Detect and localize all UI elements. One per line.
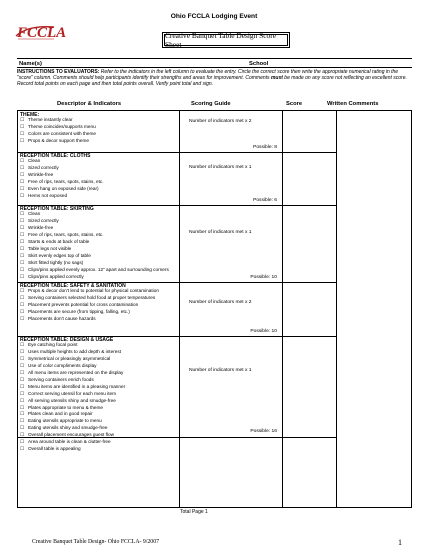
indicator-item[interactable]: ☐ Overall placement encourages guest flow [20,432,178,439]
footer-text: Creative Banquet Table Design- Ohio FCCLA- 9/2007 [32,539,159,545]
indicator-item[interactable]: ☐ Table legs not visible [20,246,178,253]
names-label: Name(s) [19,61,42,67]
possible-points: Possible: 16 [250,429,277,434]
page-number: 1 [398,538,402,547]
checkbox-icon[interactable] [20,131,28,138]
section-title: RECEPTION TABLE: CLOTHS [20,152,91,159]
checkbox-icon[interactable] [20,117,28,124]
indicator-item[interactable]: ☐ Wrinkle-free [20,172,178,179]
indicator-item[interactable]: ☐ Clips/pins applied evenly approx. 12" apart and surrounding corners [20,267,178,274]
indicator-item[interactable]: ☐ Free of rips, tears, spots, stains, etc. [20,179,178,186]
total-page-label: Total Page 1 [180,508,208,515]
indicator-item[interactable]: ☐ Clean [20,211,178,218]
checkbox-icon[interactable] [20,432,28,439]
section-title: THEME: [20,111,40,118]
section-safety-sanitation [18,282,336,336]
scoring-guide: Number of indicators met x 2 [189,119,252,124]
checkbox-icon[interactable] [20,356,28,363]
indicator-item[interactable]: ☐ Colors are consistent with theme [20,131,178,138]
instructions-lead: INSTRUCTIONS TO EVALUATORS: [17,69,100,75]
scoring-guide: Number of indicators met x 1 [189,368,252,373]
column-header-comments: Written Comments [327,101,379,107]
checkbox-icon[interactable] [20,274,28,281]
checkbox-icon[interactable] [20,316,28,323]
score-sheet-title: Creative Banquet Table Design Score Sheet [164,34,288,46]
indicator-item[interactable]: ☐ Sized correctly [20,165,178,172]
indicator-item[interactable]: ☐ Eye catching focal point [20,342,178,349]
fccla-logo [14,22,67,44]
checkbox-icon[interactable] [20,411,28,418]
column-header-guide: Scoring Guide [191,101,231,107]
indicator-item[interactable]: ☐ Skirt evenly edges top of table [20,253,178,260]
instructions-text-2: be made on any score not reflecting an excellent score. Record total points on each page and then total points overall. Verify point total and sign. [17,75,407,88]
indicator-item[interactable]: ☐ Theme instantly clear [20,117,178,124]
checkbox-icon[interactable] [20,349,28,356]
score-table [17,110,412,508]
indicator-item[interactable]: ☐ Correct serving utensil for each menu item [20,391,178,398]
section-skirting [18,205,336,282]
indicator-item[interactable]: ☐ Menu items are identified in a pleasing manner [20,384,178,391]
event-title: Ohio FCCLA Lodging Event [170,13,258,20]
indicator-item[interactable]: ☐ Theme coincides/supports menu [20,124,178,131]
indicator-item[interactable]: ☐ Placements are secure (from tipping, falling, etc.) [20,309,178,316]
possible-points: Possible: 8 [253,145,277,150]
indicator-item[interactable]: ☐ Uses multiple heights to add depth & interest [20,349,178,356]
indicator-item[interactable]: ☐ Area around table is clean & clutter-free [20,439,178,446]
indicator-item[interactable]: ☐ Use of color compliments display [20,363,178,370]
checkbox-icon[interactable] [20,391,28,398]
indicator-item[interactable]: ☐ Starts & ends at back of table [20,239,178,246]
checkbox-icon[interactable] [20,165,28,172]
checkbox-icon[interactable] [20,124,28,131]
indicator-item[interactable]: ☐ Even hang on exposed side (rear) [20,186,178,193]
school-label: School [249,61,269,67]
instructions [17,69,412,88]
indicator-item[interactable]: ☐ Wrinkle-free [20,225,178,232]
checkbox-icon[interactable] [20,398,28,405]
checkbox-icon[interactable] [20,193,28,200]
possible-points: Possible: 10 [250,275,277,280]
checkbox-icon[interactable] [20,363,28,370]
section-title: RECEPTION TABLE: SKIRTING [20,205,94,212]
section-title: RECEPTION TABLE: DESIGN & USAGE [20,336,114,343]
column-divider [336,111,337,507]
checkbox-icon[interactable] [20,260,28,267]
checkbox-icon[interactable] [20,418,28,425]
checkbox-icon[interactable] [20,405,28,412]
name-school-row [17,58,412,68]
indicator-item[interactable]: ☐ Plates appropriate to menu & theme [20,405,178,412]
indicator-item[interactable]: ☐ Plates clean and in good repair [20,411,178,418]
checkbox-icon[interactable] [20,309,28,316]
instructions-text-1: Refer to the indicators in the left column to evaluate the entry. Circle the correct score then write the appropriate numerical rating in the "score" column. Comments should help participants identify their strengths and areas for improvement. Comments [17,69,399,82]
checkbox-icon[interactable] [20,158,28,165]
checkbox-icon[interactable] [20,377,28,384]
checkbox-icon[interactable] [20,302,28,309]
indicator-item[interactable]: ☐ Serving containers enrich foods [20,377,178,384]
checkbox-icon[interactable] [20,267,28,274]
possible-points: Possible: 6 [253,198,277,203]
indicator-item[interactable]: ☐ Eating utensils shiny and smudge-free [20,425,178,432]
checkbox-icon[interactable] [20,384,28,391]
indicator-item[interactable]: ☐ Sized correctly [20,218,178,225]
checkbox-icon[interactable] [20,232,28,239]
checkbox-icon[interactable] [20,211,28,218]
checkbox-icon[interactable] [20,370,28,377]
checkbox-icon[interactable] [20,253,28,260]
section-title: RECEPTION TABLE: SAFETY & SANITATION [20,282,126,289]
indicator-list [20,211,178,280]
logo-text: FCCLA [17,25,67,41]
indicator-list [20,288,178,323]
indicator-item[interactable]: ☐ Placement prevents potential for cross contamination [20,302,178,309]
row-divider [18,437,336,438]
indicator-item[interactable]: ☐ All menu items are represented on the display [20,370,178,377]
checkbox-icon[interactable] [20,425,28,432]
section-cloths [18,152,336,205]
checkbox-icon[interactable] [20,239,28,246]
section-design-usage [18,336,336,451]
indicator-item[interactable]: ☐ Serving containers selected hold food at proper temperatures [20,295,178,302]
checkbox-icon[interactable] [20,288,28,295]
indicator-list [20,158,178,199]
checkbox-icon[interactable] [20,446,28,453]
indicator-item[interactable]: ☐ Clips/pins applied correctly [20,274,178,281]
indicator-item[interactable]: ☐ Skirt fitted tightly (no sags) [20,260,178,267]
indicator-item[interactable]: ☐ Hems not exposed [20,193,178,200]
indicator-item[interactable]: ☐ Eating utensils appropriate to menu [20,418,178,425]
scoring-guide: Number of indicators met x 1 [189,165,252,170]
indicator-item[interactable]: ☐ Props & decor don't lend to potential for physical contamination [20,288,178,295]
checkbox-icon[interactable] [20,225,28,232]
indicator-item[interactable]: ☐ All serving utensils shiny and smudge-free [20,398,178,405]
checkbox-icon[interactable] [20,186,28,193]
column-header-descriptors: Descriptor & Indicators [57,101,122,107]
possible-points: Possible: 10 [250,329,277,334]
instructions-must: must [270,75,283,82]
indicator-item[interactable]: ☐ Symmetrical or pleasingly asymmetrical [20,356,178,363]
column-header-score: Score [286,101,303,107]
checkbox-icon[interactable] [20,138,28,145]
checkbox-icon[interactable] [20,342,28,349]
indicator-list [20,117,178,145]
indicator-item[interactable]: ☐ Placements don't cause hazards [20,316,178,323]
indicator-item[interactable]: ☐ Clean [20,158,178,165]
checkbox-icon[interactable] [20,246,28,253]
checkbox-icon[interactable] [20,218,28,225]
scoring-guide: Number of indicators met x 1 [189,230,252,235]
indicator-item[interactable]: ☐ Props & decor support theme [20,138,178,145]
indicator-item[interactable]: ☐ Free of rips, tears, spots, stains, etc. [20,232,178,239]
checkbox-icon[interactable] [20,295,28,302]
checkbox-icon[interactable] [20,439,28,446]
indicator-item[interactable]: ☐ Overall table is appealing [20,446,178,453]
checkbox-icon[interactable] [20,179,28,186]
section-theme [18,111,336,152]
checkbox-icon[interactable] [20,172,28,179]
scoring-guide: Number of indicators met x 2 [189,300,252,305]
